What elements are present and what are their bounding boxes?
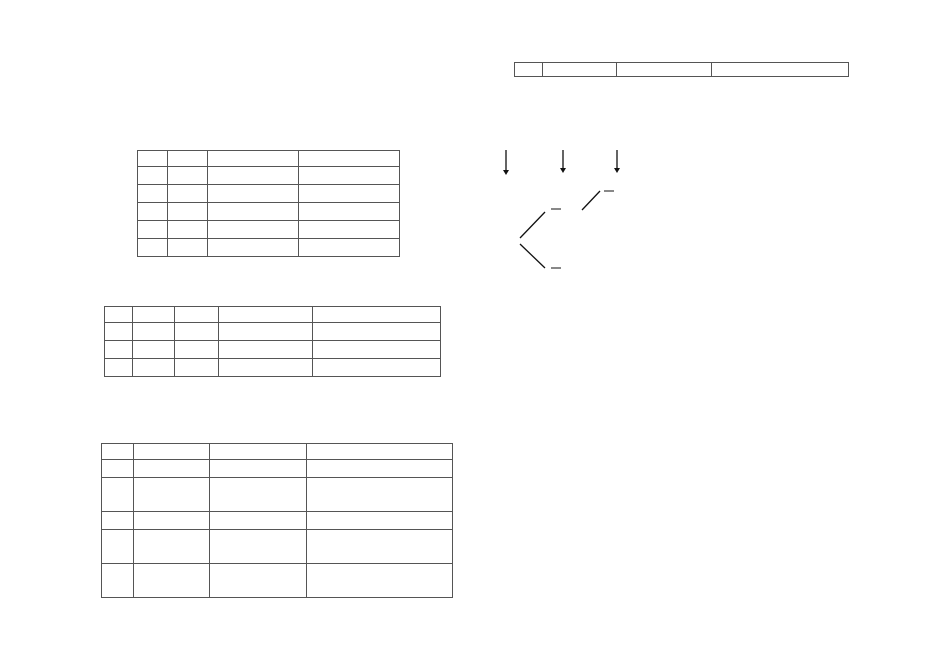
arrow-head (614, 168, 620, 173)
arrow-head (560, 168, 566, 173)
cross-diagram-1 (503, 150, 620, 268)
arrow-head (503, 170, 509, 175)
branch-line (520, 244, 545, 268)
branch-line (582, 191, 600, 210)
branch-line (520, 212, 545, 238)
